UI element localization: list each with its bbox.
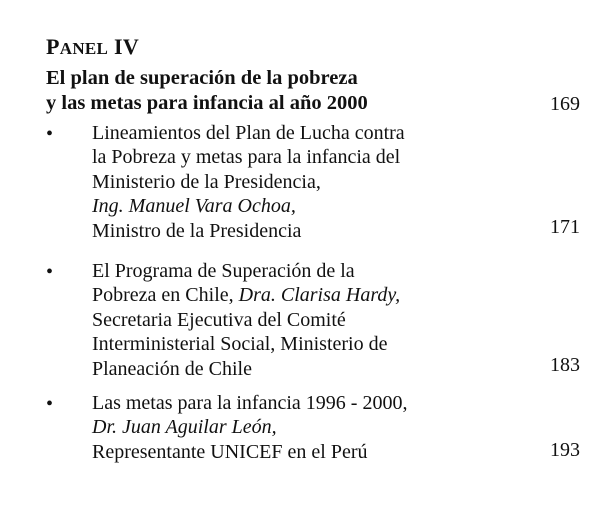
bullet-icon: •	[46, 393, 54, 415]
section-title	[46, 66, 516, 116]
entry-line	[92, 440, 522, 464]
entry-line	[92, 283, 522, 307]
entry-line	[92, 391, 522, 415]
entry-page-number: 193	[550, 439, 580, 461]
entry-line	[92, 145, 522, 169]
entry-line	[92, 170, 522, 194]
entry-line	[92, 415, 522, 439]
toc-entry	[92, 259, 522, 381]
toc-entry	[92, 391, 522, 464]
entry-text: Lineamientos del Plan de Lucha contra	[92, 122, 405, 144]
panel-heading-numeral: IV	[108, 34, 140, 59]
entry-text: la Pobreza y metas para la infancia del	[92, 146, 401, 169]
author-name: Dra. Clarisa Hardy,	[238, 284, 401, 307]
panel-heading-smallcaps: ANEL	[59, 39, 109, 58]
entry-text: Representante UNICEF en el Perú	[92, 440, 368, 463]
entry-text: Ministerio de la Presidencia,	[92, 170, 321, 193]
bullet-icon: •	[46, 123, 54, 145]
entry-line	[92, 308, 522, 332]
author-name: Dr. Juan Aguilar León,	[92, 416, 277, 439]
entry-page-number: 171	[550, 216, 580, 238]
author-name: Ing. Manuel Vara Ochoa,	[92, 195, 296, 218]
entry-line	[92, 194, 522, 218]
entry-text: El Programa de Superación de la	[92, 260, 355, 282]
panel-heading	[46, 34, 139, 60]
section-title-line-2: y las metas para infancia al año 2000	[46, 92, 368, 114]
entry-text: Ministro de la Presidencia	[92, 219, 302, 242]
entry-line	[92, 357, 522, 381]
entry-line	[92, 259, 522, 283]
toc-entry	[92, 121, 522, 243]
entry-text: Pobreza en Chile,	[92, 284, 239, 307]
panel-heading-initial: P	[46, 34, 60, 59]
entry-text: Planeación de Chile	[92, 357, 252, 380]
entry-page-number: 183	[550, 354, 580, 376]
entry-text: Secretaria Ejecutiva del Comité	[92, 308, 346, 331]
entry-line	[92, 219, 522, 243]
entry-text: Las metas para la infancia 1996 - 2000,	[92, 392, 408, 414]
entry-line	[92, 121, 522, 145]
entry-text: Interministerial Social, Ministerio de	[92, 333, 388, 356]
section-page-number: 169	[550, 93, 580, 115]
entry-line	[92, 332, 522, 356]
bullet-icon: •	[46, 261, 54, 283]
section-title-line-1: El plan de superación de la pobreza	[46, 67, 358, 89]
